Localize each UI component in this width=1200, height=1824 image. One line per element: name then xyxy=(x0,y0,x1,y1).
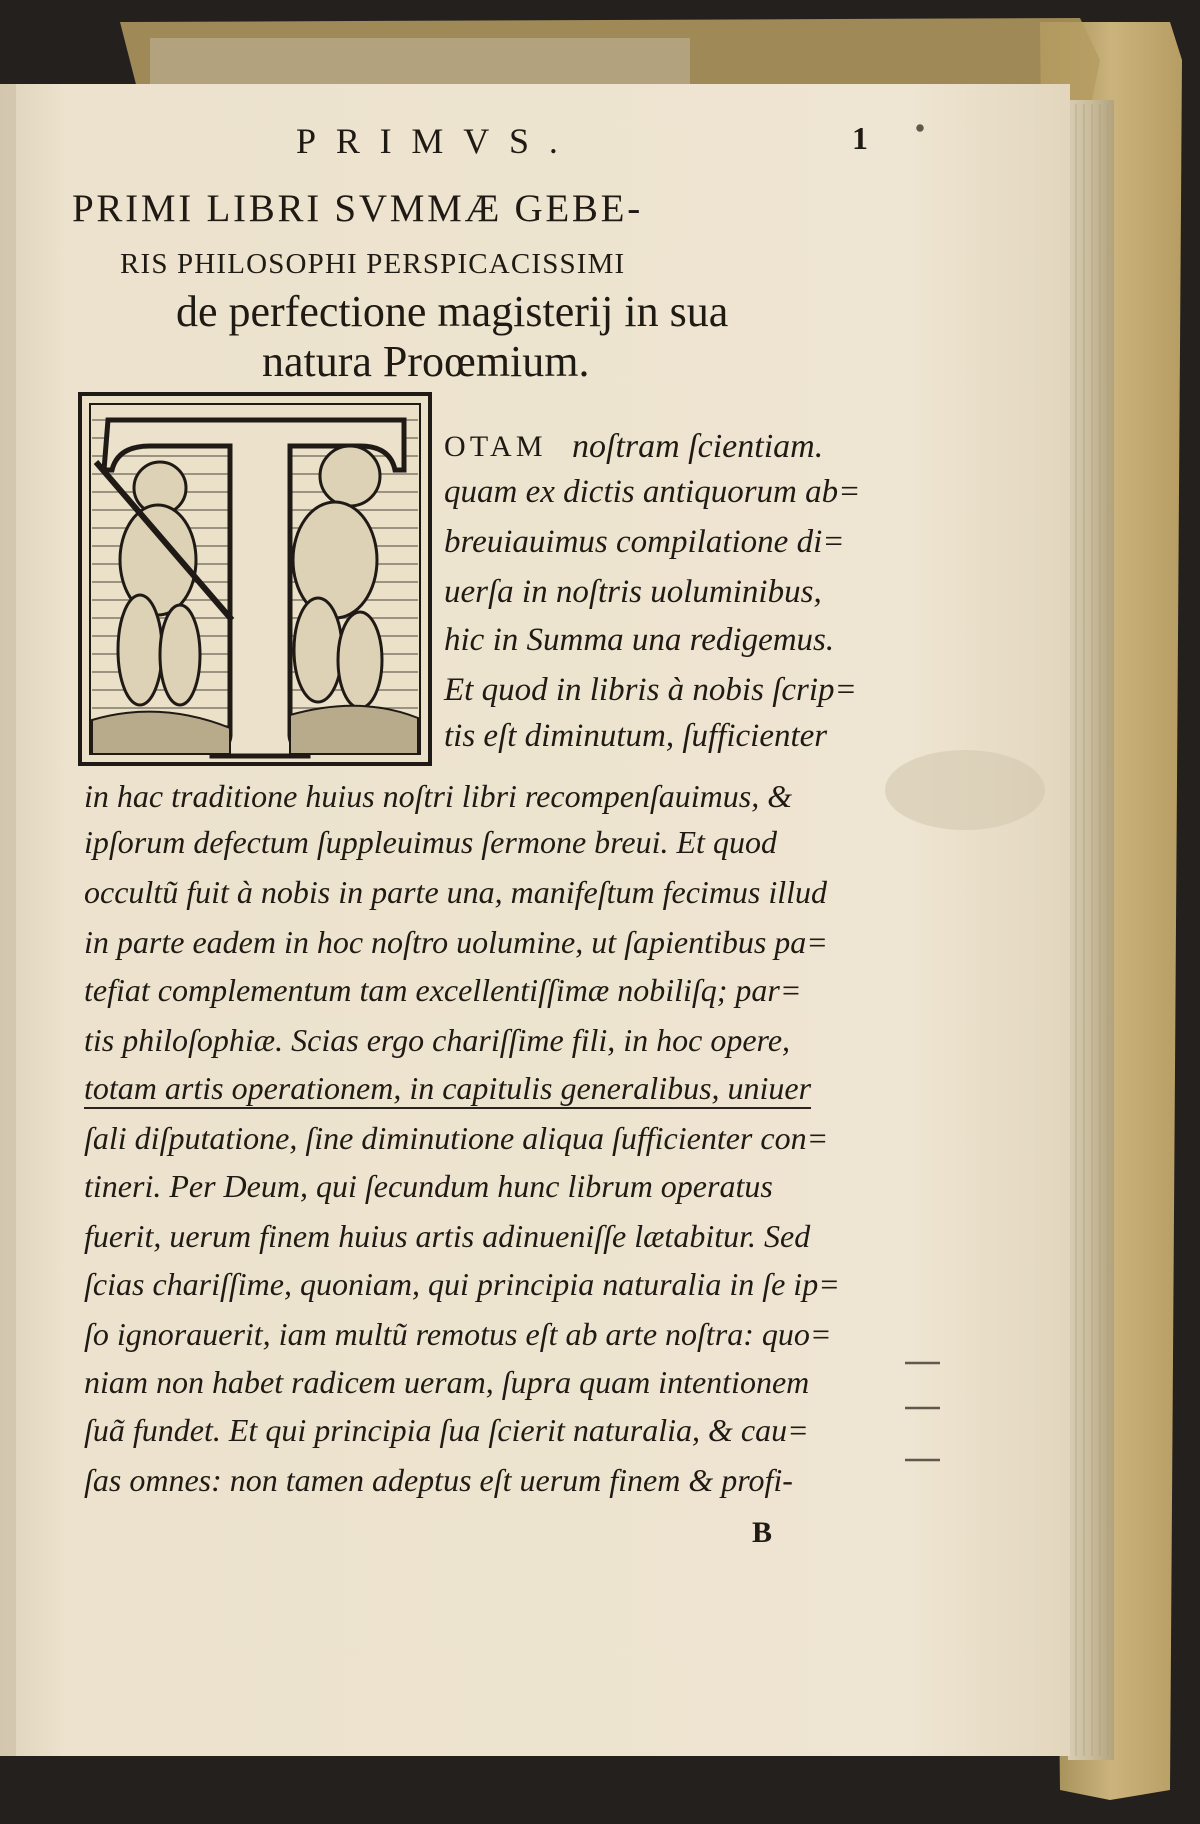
body-line-11: in parte eadem in hoc noſtro uolumine, ut ſapientibus pa= xyxy=(84,924,828,960)
body-line-13: tis philoſophiæ. Scias ergo chariſſime fili, in hoc opere, xyxy=(84,1022,791,1058)
paper-stain xyxy=(885,750,1045,830)
body-line-10: occultũ fuit à nobis in parte una, manifeſtum fecimus illud xyxy=(84,874,828,910)
woodcut-initial xyxy=(80,394,430,764)
title-line-2: RIS PHILOSOPHI PERSPICACISSIMI xyxy=(120,248,626,280)
body-line-20: niam non habet radicem ueram, ſupra quam intentionem xyxy=(84,1364,810,1400)
body-line-9: ipſorum defectum ſuppleuimus ſermone breui. Et quod xyxy=(84,824,777,860)
body-line-19: ſo ignorauerit, iam multũ remotus eſt ab arte noſtra: quo= xyxy=(84,1316,832,1352)
body-line-7: tis eſt diminutum, ſufficienter xyxy=(444,718,828,754)
body-line-3: breuiauimus compilatione di= xyxy=(444,524,845,560)
signature-mark: B xyxy=(752,1516,773,1549)
initial-rest: OTAM xyxy=(444,430,547,463)
title-line-1: PRIMI LIBRI SVMMÆ GEBE- xyxy=(72,187,643,230)
body-line-16: tineri. Per Deum, qui ſecundum hunc librum operatus xyxy=(84,1168,773,1204)
body-line-14: totam artis operationem, in capitulis generalibus, uniuer xyxy=(84,1070,811,1109)
body-line-4: uerſa in noſtris uoluminibus, xyxy=(444,574,822,610)
page-edges xyxy=(1068,100,1114,1760)
title-line-4: natura Proœmium. xyxy=(262,337,590,386)
protective-film xyxy=(150,38,690,90)
body-line-18: ſcias chariſſime, quoniam, qui principia naturalia in ſe ip= xyxy=(84,1266,840,1302)
running-head: PRIMVS. xyxy=(296,121,578,161)
body-line-21: ſuã fundet. Et qui principia ſua ſcierit naturalia, & cau= xyxy=(84,1412,809,1448)
body-line-8: in hac traditione huius noſtri libri recompenſauimus, & xyxy=(84,778,793,814)
body-line-5: hic in Summa una redigemus. xyxy=(444,622,835,658)
body-line-6: Et quod in libris à nobis ſcrip= xyxy=(444,672,857,708)
body-line-17: fuerit, uerum finem huius artis adinueniſſe lætabitur. Sed xyxy=(84,1218,811,1254)
title-line-3: de perfectione magisterij in sua xyxy=(176,287,729,336)
body-line-15: ſali diſputatione, ſine diminutione aliqua ſufficienter con= xyxy=(84,1120,829,1156)
body-line-22: ſas omnes: non tamen adeptus eſt uerum finem & profi- xyxy=(84,1462,793,1498)
body-line-12: tefiat complementum tam excellentiſſimæ nobiliſq; par= xyxy=(84,972,802,1008)
body-line-1: noſtram ſcientiam. xyxy=(572,428,824,465)
folio-number: 1 xyxy=(852,120,868,156)
body-line-2: quam ex dictis antiquorum ab= xyxy=(444,474,861,510)
